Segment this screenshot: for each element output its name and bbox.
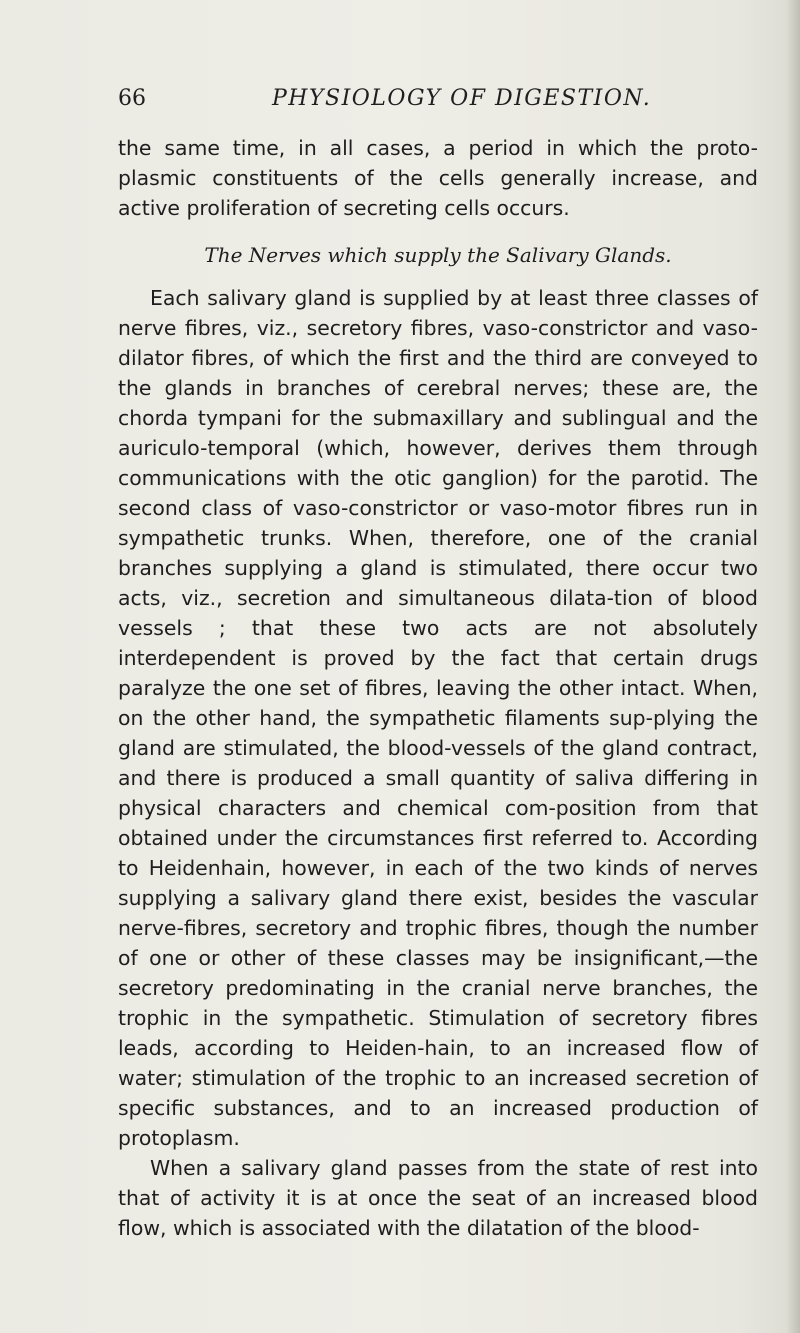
page-header (118, 86, 688, 126)
page-number: 66 (118, 86, 146, 111)
running-title: PHYSIOLOGY OF DIGESTION. (272, 86, 652, 111)
opening-paragraph: the same time, in all cases, a period in which the proto-plasmic constituents of the cells generally increase, and active proliferation of secreting cells occurs. (118, 136, 758, 220)
page-edge-shadow (786, 0, 800, 1333)
body-text (118, 133, 758, 1243)
paragraph-nerve-supply: Each salivary gland is supplied by at least three classes of nerve fibres, viz., secretory fibres, vaso-constrictor and vaso-dilator fibres, of which the first and the third are conveyed to the glands in branches of cerebral nerves; these are, the chorda tympani for the submaxillary and sublingual and the auriculo-temporal (which, however, derives them through communications with the otic ganglion) for the parotid. The second class of vaso-constrictor or vaso-motor fibres run in sympathetic trunks. When, therefore, one of the cranial branches supplying a gland is stimulated, there occur two acts, viz., secretion and simultaneous dilata-tion of blood vessels ; that these two acts are not absolutely interdependent is proved by the fact that certain drugs paralyze the one set of fibres, leaving the other intact. When, on the other hand, the sympathetic filaments sup-plying the gland are stimulated, the blood-vessels of the gland contract, and there is produced a small quantity of saliva differing in physical characters and chemical com-position from that obtained under the circumstances first referred to. According to Heidenhain, however, in each of the two kinds of nerves supplying a salivary gland there exist, besides the vascular nerve-fibres, secretory and trophic fibres, though the number of one or other of these classes may be insignificant,—the secretory predominating in the cranial nerve branches, the trophic in the sympathetic. Stimulation of secretory fibres leads, according to Heiden-hain, to an increased flow of water; stimulation of the trophic to an increased secretion of specific substances, and to an increased production of protoplasm. (118, 286, 758, 1150)
section-heading: The Nerves which supply the Salivary Glands. (204, 243, 672, 267)
paragraph-blood-flow: When a salivary gland passes from the state of rest into that of activity it is at once the seat of an increased blood flow, which is associated with the dilatation of the blood- (118, 1156, 758, 1240)
